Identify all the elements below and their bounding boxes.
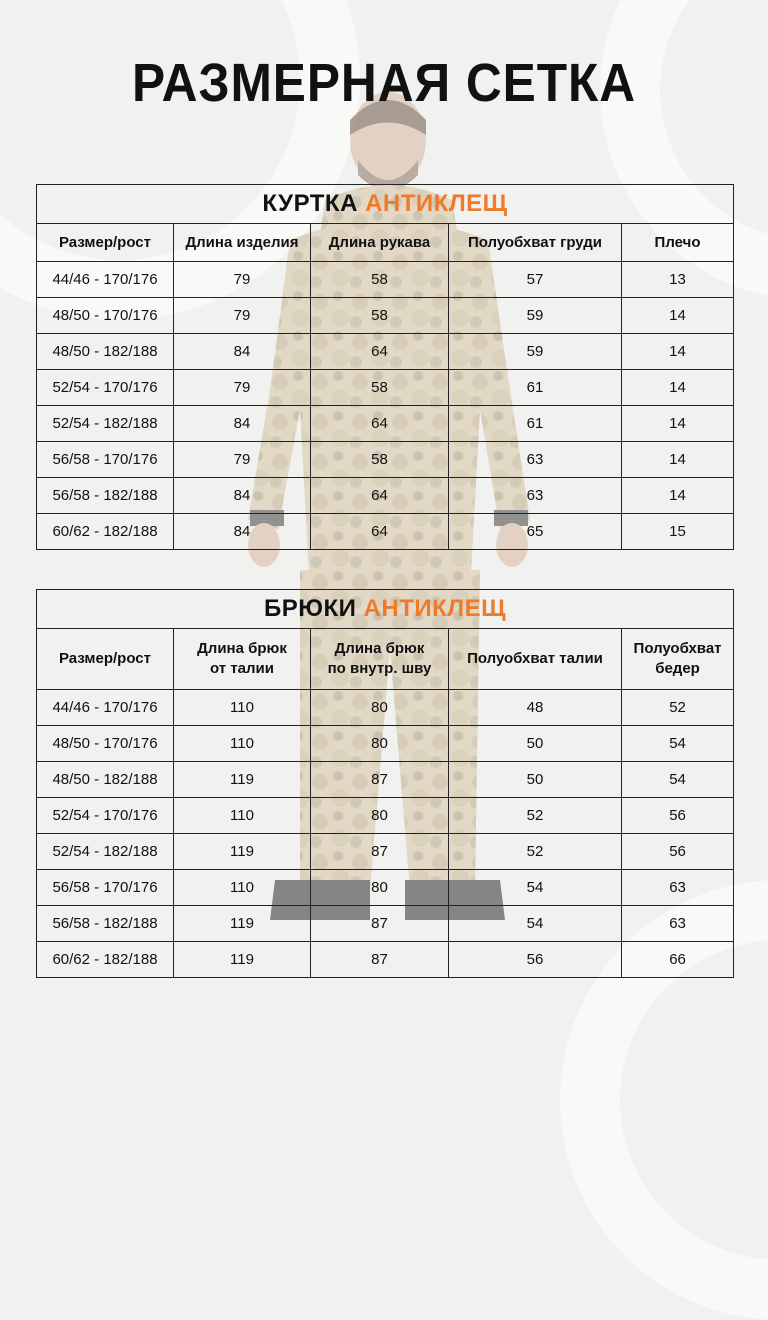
jacket-table-cell: 59 xyxy=(449,334,622,370)
pants-column-header-line: от талии xyxy=(210,660,274,677)
jacket-column-header-line: Полуобхват груди xyxy=(467,233,603,251)
pants-table-cell: 56/58 - 170/176 xyxy=(37,870,174,906)
pants-column-header-line: Длина брюк xyxy=(334,640,425,657)
jacket-table-cell: 59 xyxy=(449,298,622,334)
pants-table-cell: 87 xyxy=(311,834,449,870)
pants-column-header xyxy=(37,629,174,690)
pants-table-cell: 119 xyxy=(174,762,311,798)
pants-table-cell: 80 xyxy=(311,726,449,762)
pants-table-cell: 56/58 - 182/188 xyxy=(37,906,174,942)
pants-table-cell: 87 xyxy=(311,906,449,942)
pants-table-cell: 48 xyxy=(449,690,622,726)
table-row xyxy=(37,798,734,834)
table-row xyxy=(37,870,734,906)
jacket-table-cell: 48/50 - 170/176 xyxy=(37,298,174,334)
jacket-table-cell: 13 xyxy=(622,262,734,298)
pants-table-cell: 54 xyxy=(449,870,622,906)
table-row xyxy=(37,726,734,762)
pants-title-accent: АНТИКЛЕЩ xyxy=(363,595,507,622)
pants-table-cell: 110 xyxy=(174,690,311,726)
pants-column-header xyxy=(622,629,734,690)
jacket-table-cell: 14 xyxy=(622,406,734,442)
table-row xyxy=(37,514,734,550)
table-row xyxy=(37,906,734,942)
pants-table-title xyxy=(37,590,734,629)
pants-table-cell: 50 xyxy=(449,762,622,798)
jacket-table-cell: 14 xyxy=(622,478,734,514)
jacket-table-cell: 57 xyxy=(449,262,622,298)
jacket-table-cell: 79 xyxy=(174,442,311,478)
jacket-table-cell: 52/54 - 182/188 xyxy=(37,406,174,442)
jacket-table-cell: 58 xyxy=(311,370,449,406)
pants-table-cell: 48/50 - 182/188 xyxy=(37,762,174,798)
jacket-table-cell: 79 xyxy=(174,370,311,406)
page-title: РАЗМЕРНАЯ СЕТКА xyxy=(131,53,637,113)
pants-column-header-line: Полуобхват талии xyxy=(467,650,603,667)
jacket-column-header xyxy=(174,224,311,262)
pants-table-cell: 60/62 - 182/188 xyxy=(37,942,174,978)
pants-table-cell: 52 xyxy=(622,690,734,726)
pants-table-cell: 66 xyxy=(622,942,734,978)
jacket-table-cell: 64 xyxy=(311,514,449,550)
pants-table-cell: 110 xyxy=(174,798,311,834)
pants-title-main: БРЮКИ xyxy=(263,595,357,622)
jacket-table-cell: 61 xyxy=(449,370,622,406)
jacket-table-cell: 64 xyxy=(311,334,449,370)
pants-column-header-line: по внутр. шву xyxy=(327,660,432,677)
jacket-title-main: КУРТКА xyxy=(262,190,358,217)
pants-column-header xyxy=(449,629,622,690)
jacket-column-header-line: Плечо xyxy=(654,233,701,251)
jacket-table-cell: 84 xyxy=(174,478,311,514)
pants-table-cell: 110 xyxy=(174,870,311,906)
pants-table-cell: 119 xyxy=(174,834,311,870)
jacket-table-cell: 58 xyxy=(311,442,449,478)
jacket-table-cell: 15 xyxy=(622,514,734,550)
jacket-column-header xyxy=(449,224,622,262)
jacket-table-cell: 58 xyxy=(311,262,449,298)
table-row xyxy=(37,478,734,514)
jacket-table-cell: 61 xyxy=(449,406,622,442)
pants-column-header xyxy=(311,629,449,690)
jacket-table-cell: 84 xyxy=(174,514,311,550)
jacket-table-cell: 14 xyxy=(622,334,734,370)
pants-table-cell: 54 xyxy=(622,762,734,798)
jacket-table-cell: 60/62 - 182/188 xyxy=(37,514,174,550)
table-row xyxy=(37,690,734,726)
pants-column-header-line: Длина брюк xyxy=(197,640,287,657)
jacket-column-header-line: Размер/рост xyxy=(59,233,151,251)
jacket-table-cell: 14 xyxy=(622,370,734,406)
pants-table-cell: 80 xyxy=(311,690,449,726)
table-row xyxy=(37,762,734,798)
table-row xyxy=(37,442,734,478)
jacket-table-cell: 52/54 - 170/176 xyxy=(37,370,174,406)
table-row xyxy=(37,406,734,442)
table-row xyxy=(37,334,734,370)
pants-table-cell: 87 xyxy=(311,942,449,978)
jacket-table-cell: 84 xyxy=(174,406,311,442)
jacket-title-accent: АНТИКЛЕЩ xyxy=(365,190,508,217)
jacket-table-cell: 44/46 - 170/176 xyxy=(37,262,174,298)
table-row xyxy=(37,370,734,406)
jacket-table-cell: 84 xyxy=(174,334,311,370)
jacket-table-cell: 64 xyxy=(311,478,449,514)
pants-table-cell: 56 xyxy=(622,798,734,834)
jacket-table-cell: 56/58 - 182/188 xyxy=(37,478,174,514)
pants-table-cell: 52 xyxy=(449,834,622,870)
pants-table-cell: 119 xyxy=(174,906,311,942)
pants-table-cell: 52 xyxy=(449,798,622,834)
pants-table-cell: 80 xyxy=(311,870,449,906)
jacket-table-cell: 58 xyxy=(311,298,449,334)
jacket-table-cell: 56/58 - 170/176 xyxy=(37,442,174,478)
pants-table-cell: 87 xyxy=(311,762,449,798)
jacket-table-cell: 79 xyxy=(174,298,311,334)
jacket-table-cell: 64 xyxy=(311,406,449,442)
pants-table-cell: 80 xyxy=(311,798,449,834)
pants-table-cell: 110 xyxy=(174,726,311,762)
jacket-column-header-line: Длина изделия xyxy=(185,233,299,251)
pants-table-cell: 52/54 - 170/176 xyxy=(37,798,174,834)
pants-table-cell: 48/50 - 170/176 xyxy=(37,726,174,762)
pants-column-header-line: бедер xyxy=(655,660,700,677)
jacket-table-cell: 48/50 - 182/188 xyxy=(37,334,174,370)
jacket-table-cell: 14 xyxy=(622,442,734,478)
jacket-column-header xyxy=(37,224,174,262)
jacket-table-cell: 14 xyxy=(622,298,734,334)
pants-table-cell: 52/54 - 182/188 xyxy=(37,834,174,870)
jacket-column-header xyxy=(311,224,449,262)
jacket-table-title xyxy=(37,185,734,224)
table-row xyxy=(37,262,734,298)
pants-table-cell: 54 xyxy=(449,906,622,942)
pants-column-header-line: Полуобхват xyxy=(633,640,722,657)
pants-column-header-line: Размер/рост xyxy=(59,650,151,667)
jacket-table-cell: 63 xyxy=(449,442,622,478)
jacket-table-cell: 63 xyxy=(449,478,622,514)
pants-table-cell: 56 xyxy=(622,834,734,870)
pants-table-cell: 63 xyxy=(622,870,734,906)
jacket-table-cell: 65 xyxy=(449,514,622,550)
table-row xyxy=(37,298,734,334)
jacket-table-cell: 79 xyxy=(174,262,311,298)
pants-table-cell: 56 xyxy=(449,942,622,978)
pants-table-cell: 63 xyxy=(622,906,734,942)
pants-table-cell: 54 xyxy=(622,726,734,762)
jacket-column-header xyxy=(622,224,734,262)
jacket-size-table xyxy=(36,184,734,550)
pants-table-cell: 44/46 - 170/176 xyxy=(37,690,174,726)
pants-size-table xyxy=(36,589,734,978)
table-row xyxy=(37,942,734,978)
pants-table-cell: 119 xyxy=(174,942,311,978)
pants-column-header xyxy=(174,629,311,690)
jacket-column-header-line: Длина рукава xyxy=(328,233,431,251)
pants-table-cell: 50 xyxy=(449,726,622,762)
table-row xyxy=(37,834,734,870)
